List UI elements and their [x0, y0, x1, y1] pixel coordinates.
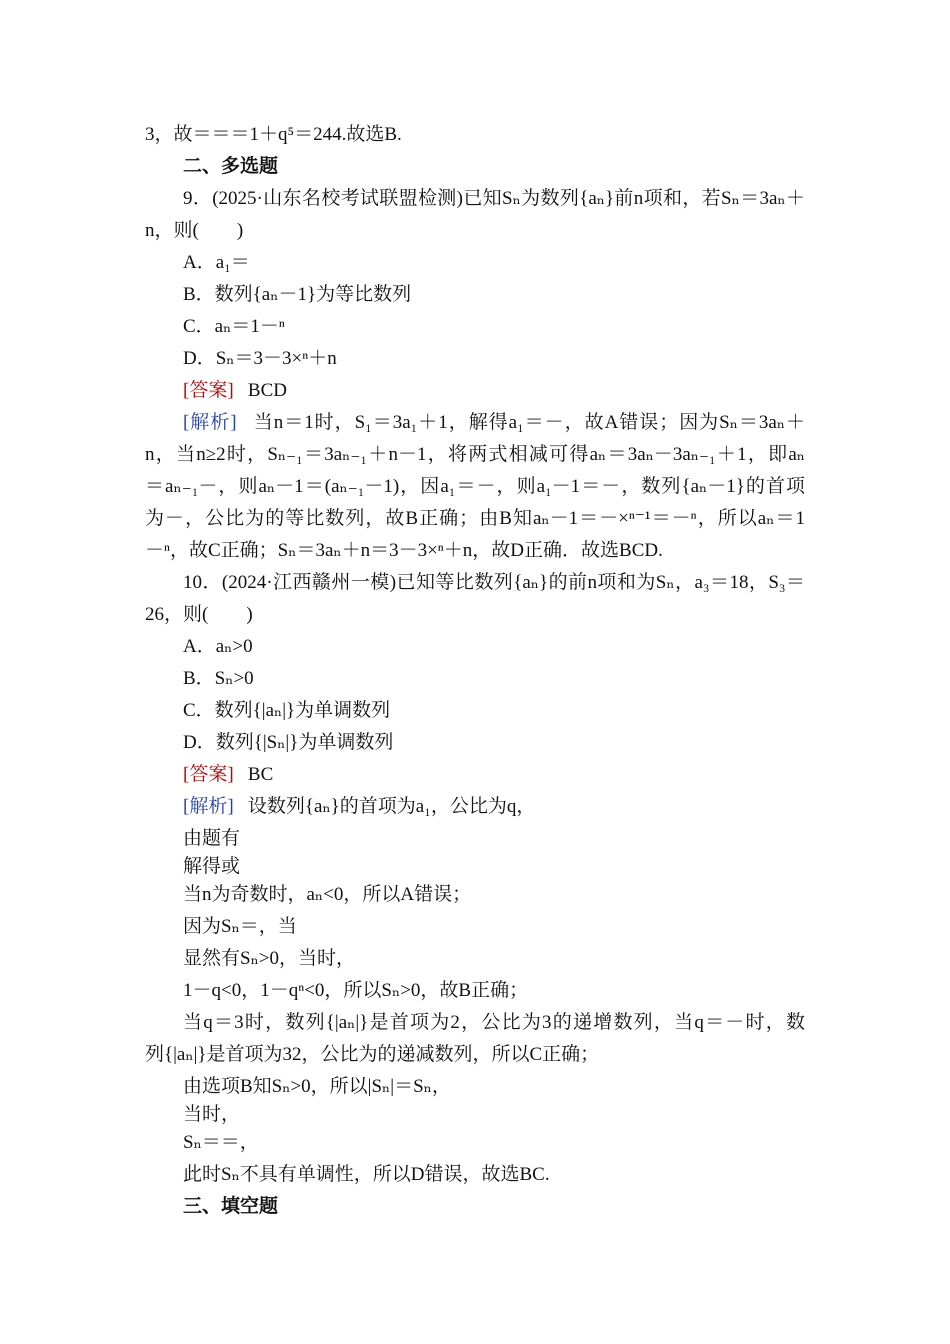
analysis-tag: [解析]	[183, 796, 234, 817]
answer-tag: [答案]	[183, 764, 234, 785]
analysis-text: －ⁿ，故C正确；Sₙ＝3aₙ＋n＝3－3×ⁿ＋n，故D正确．故选BCD.	[145, 540, 663, 561]
analysis-text: Sₙ＝＝，	[183, 1132, 259, 1153]
option-b: B．数列{aₙ－1}为等比数列	[183, 284, 412, 305]
analysis-text: 显然有Sₙ>0，当时，	[183, 948, 356, 969]
section-heading: 三、填空题	[183, 1196, 279, 1217]
option-b: B．Sₙ>0	[183, 668, 254, 689]
analysis-text: 为－，公比为的等比数列，故B正确；由B知aₙ－1＝－×ⁿ⁻¹＝－ⁿ，所以aₙ＝1	[145, 508, 805, 529]
option-a: A．aₙ>0	[183, 636, 253, 657]
option-c: C．aₙ＝1－ⁿ	[183, 316, 285, 337]
analysis-text: n，当n≥2时，Sₙ₋₁＝3aₙ₋₁＋n－1，将两式相减可得aₙ＝3aₙ－3aₙ₋₁＋1，即aₙ	[145, 444, 805, 465]
answer-value: BC	[247, 764, 274, 785]
analysis-text: 因为Sₙ＝，当	[183, 916, 297, 937]
answer-line	[183, 379, 805, 403]
analysis-text: 当时，	[183, 1104, 241, 1125]
analysis-text: 由选项B知Sₙ>0，所以|Sₙ|＝Sₙ，	[183, 1076, 451, 1097]
answer-tag: [答案]	[183, 380, 234, 401]
analysis-text: 1－q<0，1－qⁿ<0，所以Sₙ>0，故B正确；	[183, 980, 529, 1001]
analysis-text: 当q＝3时，数列{|aₙ|}是首项为2，公比为3的递增数列，当q＝－时，数	[183, 1012, 805, 1033]
question-10-stem: 10．(2024·江西赣州一模)已知等比数列{aₙ}的前n项和为Sₙ，a₃＝18，S₃＝	[183, 572, 805, 593]
analysis-text: ＝aₙ₋₁－，则aₙ－1＝(aₙ₋₁－1)，因a₁＝－，则a₁－1＝－，数列{aₙ－1}的首项	[145, 476, 805, 497]
analysis-line	[183, 795, 805, 819]
question-10-stem-cont: 26，则( )	[145, 604, 253, 625]
answer-line	[183, 763, 805, 787]
section-heading: 二、多选题	[183, 156, 279, 177]
analysis-text: 解得或	[183, 856, 241, 877]
answer-value: BCD	[247, 380, 287, 401]
analysis-text: 此时Sₙ不具有单调性，所以D错误，故选BC.	[183, 1164, 550, 1185]
analysis-tag: [解析]	[183, 412, 237, 433]
option-d: D．数列{|Sₙ|}为单调数列	[183, 732, 394, 753]
analysis-text: 当n＝1时，S₁＝3a₁＋1，解得a₁＝－，故A错误；因为Sₙ＝3aₙ＋	[253, 412, 806, 433]
question-9-stem-cont: n，则( )	[145, 220, 244, 241]
analysis-line	[183, 411, 805, 435]
analysis-text: 列{|aₙ|}是首项为32，公比为的递减数列，所以C正确；	[145, 1044, 600, 1065]
analysis-text: 由题有	[183, 828, 241, 849]
analysis-text: 当n为奇数时，aₙ<0，所以A错误；	[183, 884, 472, 905]
option-d: D．Sₙ＝3－3×ⁿ＋n	[183, 348, 337, 369]
option-c: C．数列{|aₙ|}为单调数列	[183, 700, 391, 721]
text-line: 3，故＝＝＝1＋q⁵＝244.故选B.	[145, 124, 402, 145]
question-9-stem: 9．(2025·山东名校考试联盟检测)已知Sₙ为数列{aₙ}前n项和，若Sₙ＝3aₙ＋	[183, 188, 805, 209]
option-a: A．a₁＝	[183, 252, 250, 273]
analysis-text: 设数列{aₙ}的首项为a₁，公比为q，	[247, 796, 536, 817]
